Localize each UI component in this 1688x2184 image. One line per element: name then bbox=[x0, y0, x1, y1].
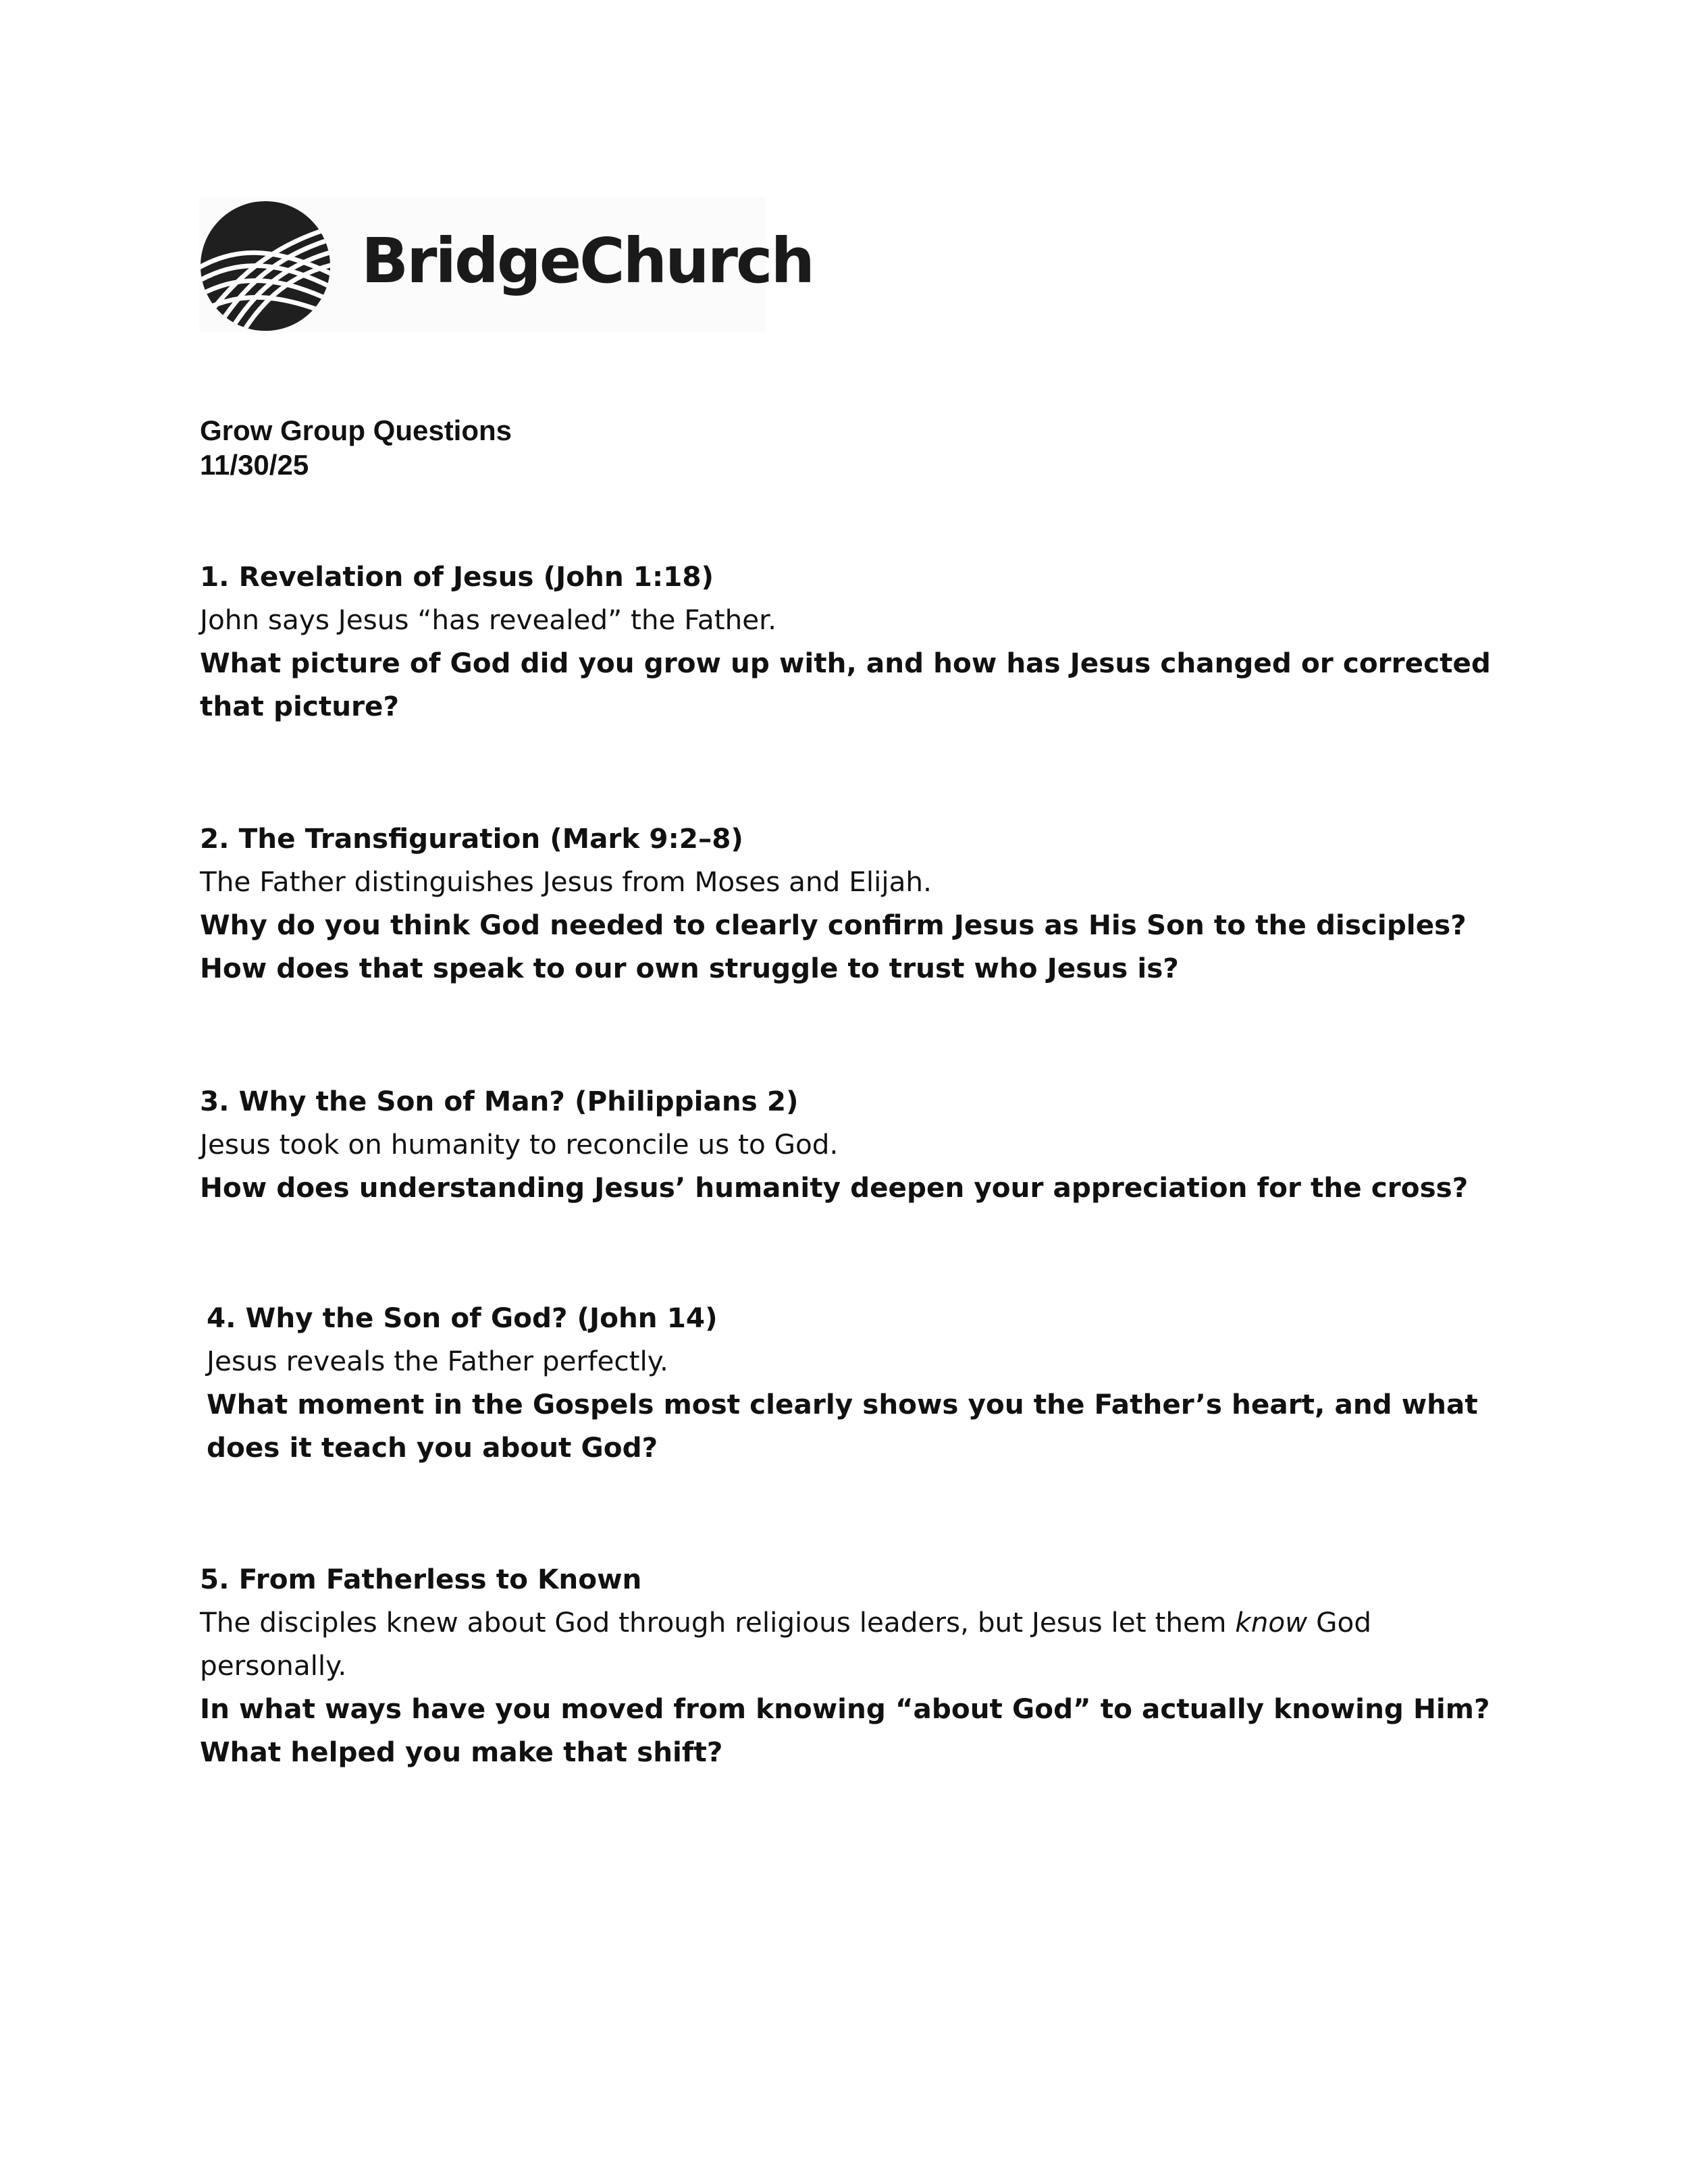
question-block bbox=[200, 555, 1510, 728]
question-prompt: What moment in the Gospels most clearly shows you the Father’s heart, and what does it teach you about God? bbox=[207, 1388, 1478, 1464]
question-prompt: In what ways have you moved from knowing “about God” to actually knowing Him? What helped you make that shift? bbox=[200, 1693, 1490, 1768]
context-text: The disciples knew about God through religious leaders, but Jesus let them bbox=[200, 1606, 1236, 1639]
question-context: Jesus reveals the Father perfectly. bbox=[207, 1345, 668, 1377]
question-block bbox=[200, 1557, 1510, 1774]
question-context: Jesus took on humanity to reconcile us to God. bbox=[200, 1128, 839, 1161]
question-prompt: Why do you think God needed to clearly confirm Jesus as His Son to the disciples? How does that speak to our own struggle to trust who Jesus is? bbox=[200, 909, 1467, 984]
question-title: 4. Why the Son of God? (John 14) bbox=[207, 1302, 718, 1334]
question-title: 2. The Transfiguration (Mark 9:2–8) bbox=[200, 822, 743, 855]
context-emphasis: know bbox=[1235, 1606, 1308, 1639]
question-context: The Father distinguishes Jesus from Moses and Elijah. bbox=[200, 865, 932, 898]
question-block bbox=[200, 1080, 1510, 1209]
document-title: Grow Group Questions bbox=[200, 415, 512, 446]
bridgechurch-logo-mark-icon bbox=[199, 200, 332, 332]
question-prompt: How does understanding Jesus’ humanity deepen your appreciation for the cross? bbox=[200, 1171, 1469, 1204]
question-prompt: What picture of God did you grow up with, and how has Jesus changed or corrected that picture? bbox=[200, 647, 1491, 722]
question-block bbox=[207, 1296, 1516, 1469]
bridgechurch-logo bbox=[199, 197, 814, 332]
question-title: 3. Why the Son of Man? (Philippians 2) bbox=[200, 1085, 799, 1117]
logo-wordmark: BridgeChurch bbox=[361, 225, 814, 297]
question-title: 1. Revelation of Jesus (John 1:18) bbox=[200, 560, 714, 593]
question-block bbox=[200, 817, 1510, 990]
document-header bbox=[200, 413, 512, 482]
question-title: 5. From Fatherless to Known bbox=[200, 1563, 642, 1595]
question-context bbox=[200, 1601, 1510, 1687]
question-context: John says Jesus “has revealed” the Father. bbox=[200, 604, 776, 636]
context-text: God personally. bbox=[200, 1606, 1372, 1682]
document-date: 11/30/25 bbox=[200, 449, 309, 481]
